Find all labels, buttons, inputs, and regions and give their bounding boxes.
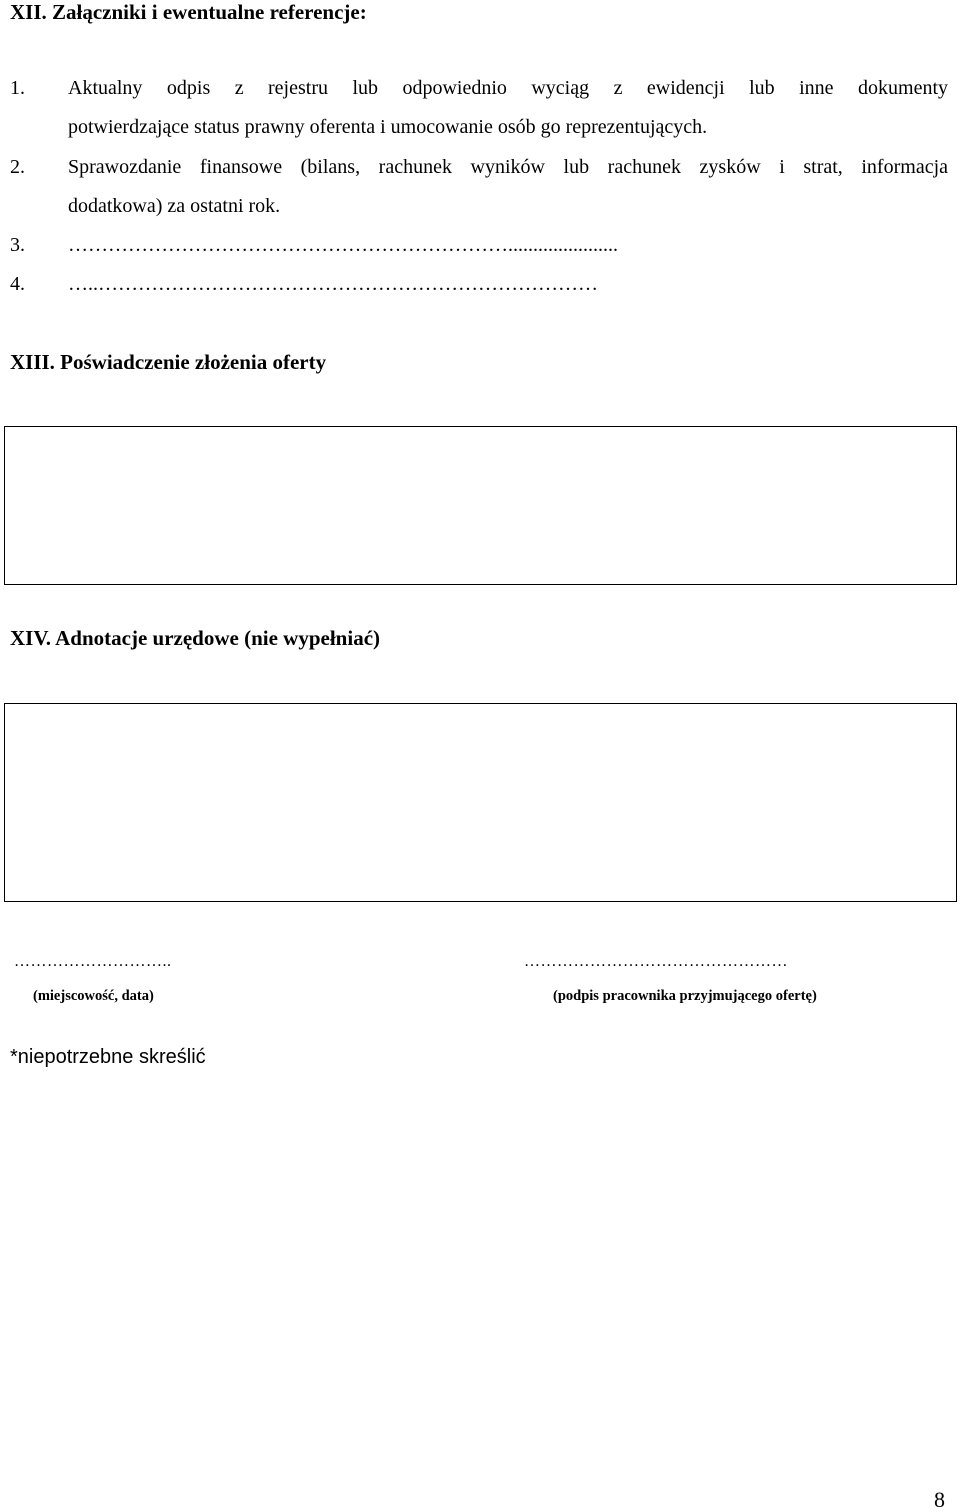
- submission-confirmation-box[interactable]: [4, 426, 957, 585]
- item-3-number: 3.: [10, 234, 25, 256]
- item-1-number: 1.: [10, 77, 25, 99]
- item-4-fill-line: …..…………………………………………………………………: [68, 273, 598, 295]
- footnote: *niepotrzebne skreślić: [10, 1046, 206, 1068]
- section-13-heading: XIII. Poświadczenie złożenia oferty: [10, 350, 327, 374]
- item-2-line-2: dodatkowa) za ostatni rok.: [68, 195, 281, 217]
- signature-caption: (podpis pracownika przyjmującego ofertę): [553, 988, 817, 1004]
- section-14-heading: XIV. Adnotacje urzędowe (nie wypełniać): [10, 626, 381, 650]
- item-1-line-1: Aktualny odpis z rejestru lub odpowiednio wyciąg z ewidencji lub inne dokumenty: [68, 77, 948, 99]
- place-date-caption: (miejscowość, data): [33, 988, 154, 1004]
- item-2-line-1: Sprawozdanie finansowe (bilans, rachunek wyników lub rachunek zysków i strat, informacja: [68, 156, 948, 178]
- signature-dotted-line: …………………………………………: [524, 953, 788, 970]
- place-date-dotted-line: ………………………..: [14, 953, 172, 970]
- item-4-number: 4.: [10, 273, 25, 295]
- item-2-number: 2.: [10, 156, 25, 178]
- item-1-line-2: potwierdzające status prawny oferenta i umocowanie osób go reprezentujących.: [68, 116, 708, 138]
- page-number: 8: [934, 1487, 945, 1512]
- official-annotations-box[interactable]: [4, 703, 957, 902]
- item-3-fill-line: …………………………………………………………......................: [68, 234, 618, 256]
- section-12-heading: XII. Załączniki i ewentualne referencje:: [10, 0, 367, 24]
